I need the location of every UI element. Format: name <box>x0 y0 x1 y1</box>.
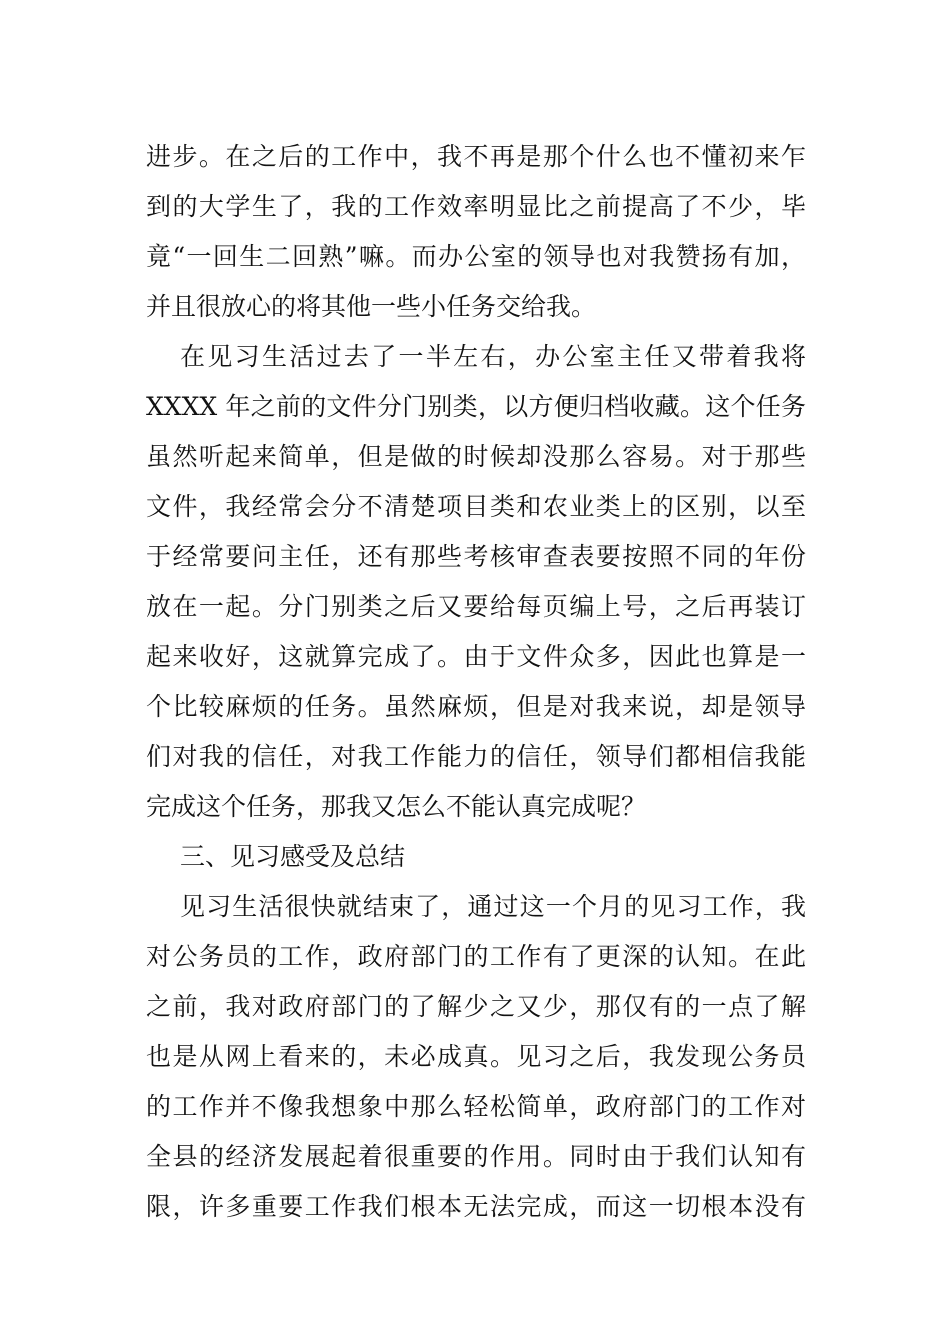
text-line: 也是从网上看来的，未必成真。见习之后，我发现公务员 <box>146 1042 806 1071</box>
text-line: 的工作并不像我想象中那么轻松简单，政府部门的工作对 <box>146 1092 806 1121</box>
text-line: 到的大学生了，我的工作效率明显比之前提高了不少，毕 <box>146 192 806 221</box>
text-line: XXXX 年之前的文件分门别类，以方便归档收藏。这个任务 <box>146 392 806 421</box>
section-heading: 三、见习感受及总结 <box>180 842 406 871</box>
text-line: 们对我的信任，对我工作能力的信任，领导们都相信我能 <box>146 742 806 771</box>
text-line: 并且很放心的将其他一些小任务交给我。 <box>146 292 597 321</box>
text-line: 进步。在之后的工作中，我不再是那个什么也不懂初来乍 <box>146 142 806 171</box>
text-line: 于经常要问主任，还有那些考核审查表要按照不同的年份 <box>146 542 806 571</box>
text-line: 起来收好，这就算完成了。由于文件众多，因此也算是一 <box>146 642 806 671</box>
text-line: 对公务员的工作，政府部门的工作有了更深的认知。在此 <box>146 942 806 971</box>
text-line: 完成这个任务，那我又怎么不能认真完成呢？ <box>146 792 647 821</box>
text-line: 限，许多重要工作我们根本无法完成，而这一切根本没有 <box>146 1192 806 1221</box>
text-line: 放在一起。分门别类之后又要给每页编上号，之后再装订 <box>146 592 806 621</box>
document-body <box>146 132 806 1232</box>
text-line: 个比较麻烦的任务。虽然麻烦，但是对我来说，却是领导 <box>146 692 806 721</box>
text-line: 文件，我经常会分不清楚项目类和农业类上的区别，以至 <box>146 492 806 521</box>
text-line: 全县的经济发展起着很重要的作用。同时由于我们认知有 <box>146 1142 806 1171</box>
text-line: 竟“一回生二回熟”嘛。而办公室的领导也对我赞扬有加， <box>146 242 806 271</box>
text-line: 之前，我对政府部门的了解少之又少，那仅有的一点了解 <box>146 992 806 1021</box>
text-line: 虽然听起来简单，但是做的时候却没那么容易。对于那些 <box>146 442 806 471</box>
paragraph-first-line: 见习生活很快就结束了，通过这一个月的见习工作，我 <box>180 892 806 921</box>
paragraph-first-line: 在见习生活过去了一半左右，办公室主任又带着我将 <box>180 342 806 371</box>
